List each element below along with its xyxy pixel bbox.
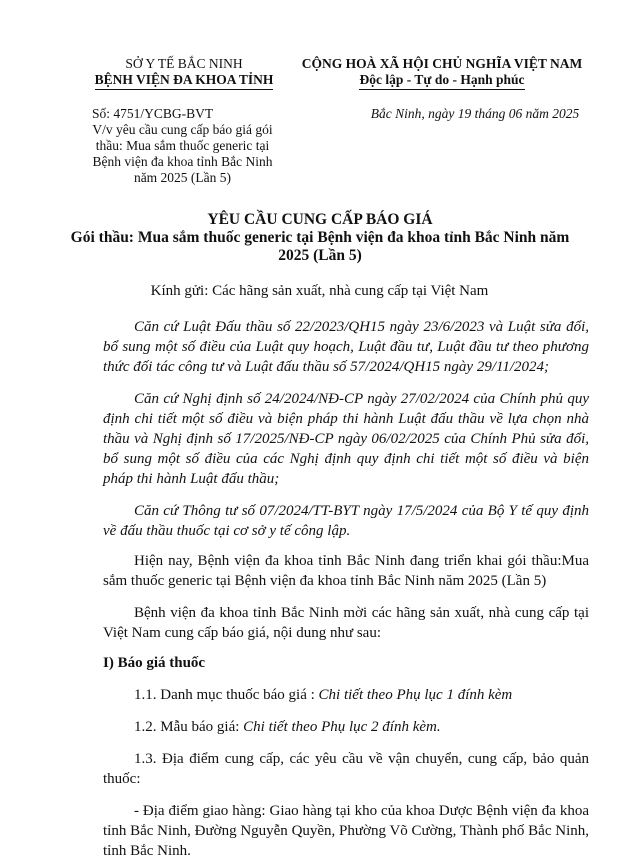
hospital-name: BỆNH VIỆN ĐA KHOA TỈNH — [95, 72, 274, 90]
legal-basis-paragraph: Căn cứ Luật Đấu thầu số 22/2023/QH15 ngày 23/6/2023 và Luật sửa đổi, bổ sung một số điều của Luật quy hoạch, Luật đầu tư, Luật đầu tư theo phương thức đối tác công tư và Luật đấu thầu số 57/2024/QH15 ngày 29/11/2024; — [103, 319, 589, 375]
reference-block — [80, 106, 285, 186]
list-item — [103, 717, 589, 737]
context-paragraph: Hiện nay, Bệnh viện đa khoa tỉnh Bắc Ninh đang triển khai gói thầu:Mua sắm thuốc generic tại Bệnh viện đa khoa tỉnh Bắc Ninh năm 2025 (Lần 5) — [103, 553, 589, 589]
document-subtitle: Gói thầu: Mua sắm thuốc generic tại Bệnh viện đa khoa tỉnh Bắc Ninh năm 2025 (Lần 5) — [70, 229, 570, 264]
date-line: Bắc Ninh, ngày 19 tháng 06 năm 2025 — [370, 106, 580, 121]
subject-line: V/v yêu cầu cung cấp báo giá gói thầu: Mua sắm thuốc generic tại Bệnh viện đa khoa tỉnh Bắc Ninh năm 2025 (Lần 5) — [92, 122, 273, 185]
national-header — [292, 56, 592, 90]
invitation-paragraph: Bệnh viện đa khoa tỉnh Bắc Ninh mời các hãng sản xuất, nhà cung cấp tại Việt Nam cung cấp báo giá, nội dung như sau: — [103, 605, 589, 641]
delivery-location: - Địa điểm giao hàng: Giao hàng tại kho của khoa Dược Bệnh viện đa khoa tỉnh Bắc Ninh, Đường Nguyễn Quyền, Phường Võ Cường, Thành phố Bắc Ninh, tỉnh Bắc Ninh. — [103, 803, 589, 859]
legal-basis-paragraph: Căn cứ Thông tư số 07/2024/TT-BYT ngày 17/5/2024 của Bộ Y tế quy định về đấu thầu thuốc tại cơ sở y tế công lập. — [103, 503, 589, 539]
country-name: CỘNG HOÀ XÃ HỘI CHỦ NGHĨA VIỆT NAM — [301, 56, 583, 71]
body-text — [103, 317, 589, 861]
item-label: 1.2. Mẫu báo giá: — [134, 719, 244, 735]
item-label: 1.1. Danh mục thuốc báo giá : — [134, 687, 319, 703]
document-title: YÊU CẦU CUNG CẤP BÁO GIÁ — [207, 211, 433, 228]
recipient-line: Kính gửi: Các hãng sản xuất, nhà cung cấp tại Việt Nam — [150, 283, 489, 299]
list-item — [103, 685, 589, 705]
section-heading: I) Báo giá thuốc — [103, 655, 206, 671]
reference-number: Số: 4751/YCBG-BVT — [92, 106, 214, 121]
title-block — [30, 211, 610, 265]
issuer-block — [78, 56, 290, 90]
motto: Độc lập - Tự do - Hạnh phúc — [359, 72, 524, 90]
legal-basis-paragraph: Căn cứ Nghị định số 24/2024/NĐ-CP ngày 27/02/2024 của Chính phủ quy định chi tiết một số điều và biện pháp thi hành Luật đấu thầu về lựa chọn nhà thầu và Nghị định số 17/2025/NĐ-CP ngày 06/02/2025 của Chính Phủ sửa đổi, bổ sung một số điều của các Nghị định quy định chi tiết một số điều và biện pháp thi hành Luật đấu thầu; — [103, 391, 589, 487]
list-item: 1.3. Địa điểm cung cấp, các yêu cầu về vận chuyển, cung cấp, bảo quản thuốc: — [103, 751, 589, 787]
agency-name: SỞ Y TẾ BẮC NINH — [125, 56, 243, 71]
item-value: Chi tiết theo Phụ lục 1 đính kèm — [318, 687, 513, 703]
item-value: Chi tiết theo Phụ lục 2 đính kèm. — [243, 719, 441, 735]
